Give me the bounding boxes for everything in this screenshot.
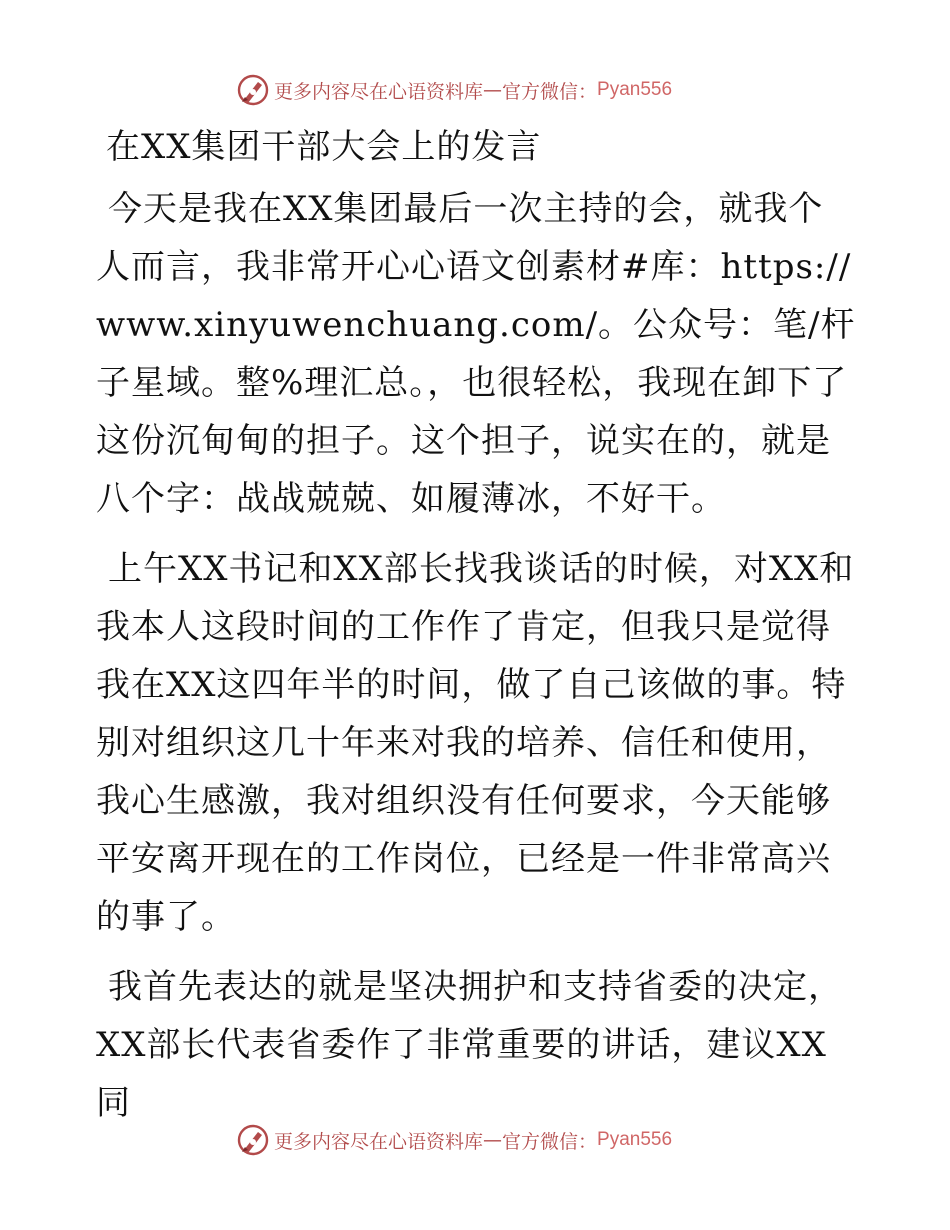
paragraph-2: 上午XX书记和XX部长找我谈话的时候，对XX和我本人这段时间的工作作了肯定，但我只是觉得我在XX这四年半的时间，做了自己该做的事。特别对组织这几十年来对我的培养、信任和使用，我心生感激，我对组织没有任何要求，今天能够平安离开现在的工作岗位，已经是一件非常高兴的事了。 [96,549,855,937]
paragraph-1: 今天是我在XX集团最后一次主持的会，就我个人而言，我非常开心心语文创素材#库：https://www.xinyuwenchuang.com/。公众号：笔/杆子星域。整%理汇总。，也很轻松，我现在卸下了这份沉甸甸的担子。这个担子，说实在的，就是八个字：战战兢兢、如履薄冰，不好干。 [96,189,856,519]
watermark-main-text: 更多内容尽在心语资料库 [274,80,484,103]
watermark-wechat-id: Pyan556 [597,1129,673,1150]
watermark-wechat-label: 官方微信： [502,80,598,103]
document-title: 在XX集团干部大会上的发言 [106,127,542,167]
pen-circle-logo-icon [236,1123,270,1157]
watermark-wechat-id: Pyan556 [597,79,673,100]
paragraph-3: 我首先表达的就是坚决拥护和支持省委的决定，XX部长代表省委作了非常重要的讲话，建议XX同 [96,967,843,1123]
header-watermark [236,72,672,108]
document-body [96,124,856,1144]
footer-watermark [236,1122,672,1158]
pen-circle-logo-icon [236,73,270,107]
watermark-main-text: 更多内容尽在心语资料库 [274,1130,484,1153]
watermark-separator: — [483,79,503,101]
watermark-separator: — [483,1129,503,1151]
watermark-wechat-label: 官方微信： [502,1130,598,1153]
